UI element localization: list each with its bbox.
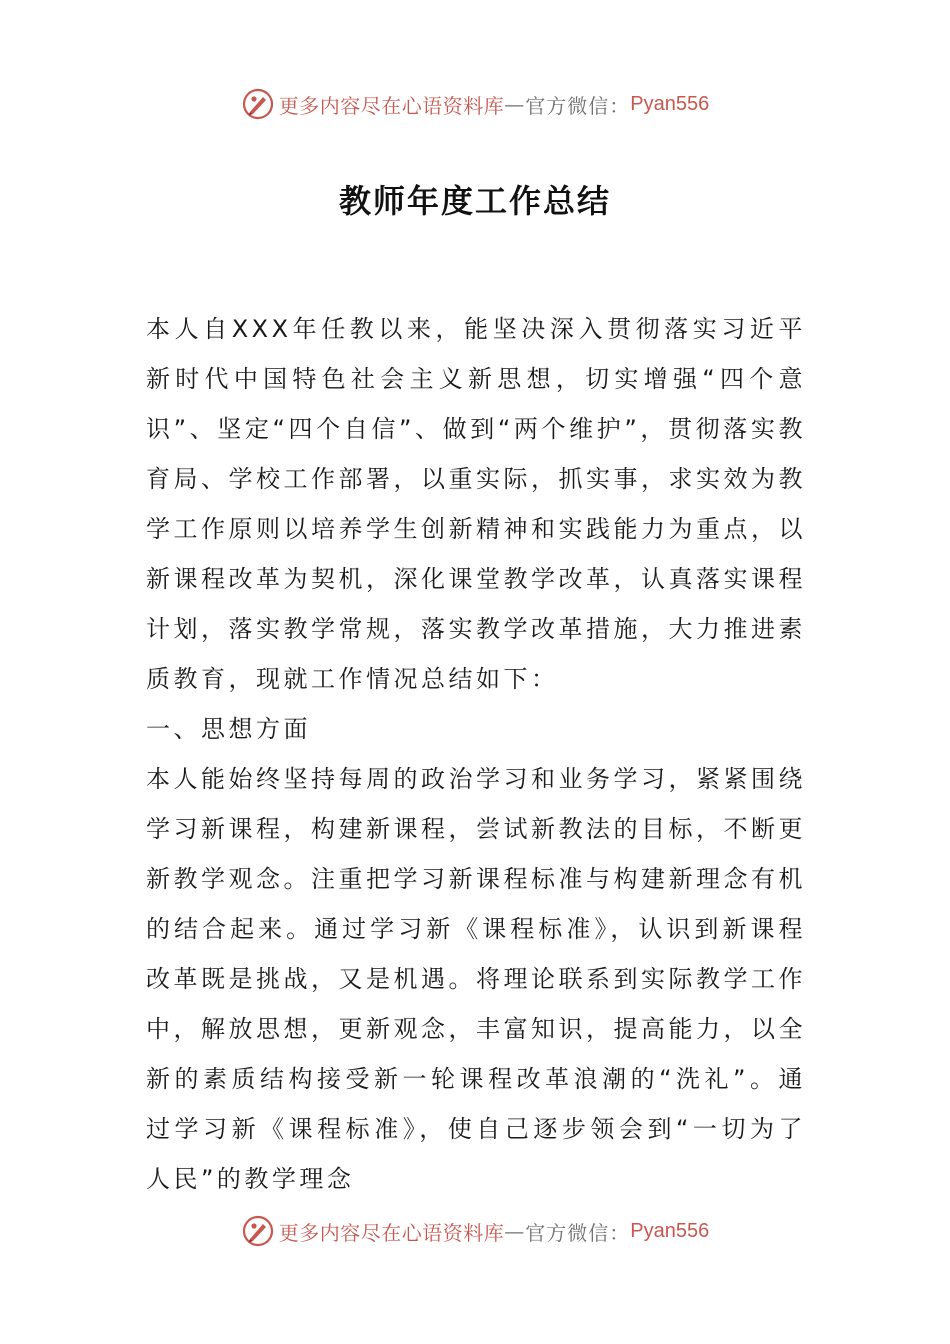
document-body <box>146 304 806 1204</box>
paragraph-intro: 本人自XXX年任教以来，能坚决深入贯彻落实习近平新时代中国特色社会主义新思想，切实增强“四个意识”、坚定“四个自信”、做到“两个维护”，贯彻落实教育局、学校工作部署，以重实际，抓实事，求实效为教学工作原则以培养学生创新精神和实践能力为重点，以新课程改革为契机，深化课堂教学改革，认真落实课程计划，落实教学常规，落实教学改革措施，大力推进素质教育，现就工作情况总结如下： <box>146 315 806 693</box>
pen-circle-icon <box>241 87 275 121</box>
pen-circle-icon <box>241 1214 275 1248</box>
watermark-dash: — <box>504 92 526 116</box>
watermark-contact-label: 官方微信： <box>525 1220 631 1245</box>
watermark-dash: — <box>504 1219 526 1243</box>
watermark-main-text: 更多内容尽在心语资料库 <box>278 1220 505 1245</box>
watermark-handle: Pyan556 <box>630 1219 710 1242</box>
section-heading-thought: 一、思想方面 <box>146 715 311 743</box>
watermark-contact-label: 官方微信： <box>525 93 631 118</box>
header-watermark <box>0 80 950 128</box>
document-title: 教师年度工作总结 <box>338 182 611 220</box>
footer-watermark <box>0 1207 950 1255</box>
paragraph-thought: 本人能始终坚持每周的政治学习和业务学习，紧紧围绕学习新课程，构建新课程，尝试新教法的目标，不断更新教学观念。注重把学习新课程标准与构建新理念有机的结合起来。通过学习新《课程标准》，认识到新课程改革既是挑战，又是机遇。将理论联系到实际教学工作中，解放思想，更新观念，丰富知识，提高能力，以全新的素质结构接受新一轮课程改革浪潮的“洗礼”。通过学习新《课程标准》，使自己逐步领会到“一切为了人民”的教学理念 <box>146 765 806 1193</box>
watermark-main-text: 更多内容尽在心语资料库 <box>278 93 505 118</box>
watermark-handle: Pyan556 <box>630 92 710 115</box>
